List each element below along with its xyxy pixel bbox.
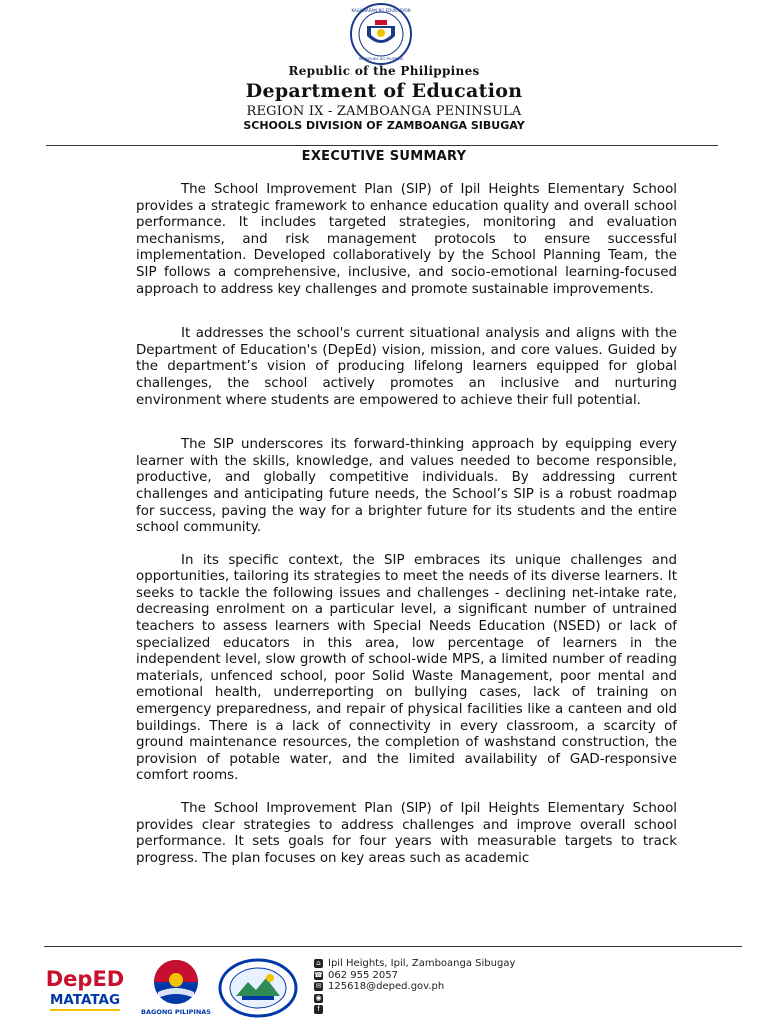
phone-icon: ☎ bbox=[314, 970, 323, 979]
header-department: Department of Education bbox=[245, 80, 523, 102]
school-seal-logo bbox=[218, 958, 298, 1018]
header-divider bbox=[46, 145, 718, 146]
document-title: EXECUTIVE SUMMARY bbox=[301, 149, 467, 164]
facebook-row bbox=[314, 1004, 574, 1016]
bagong-pilipinas-text: BAGONG PILIPINAS bbox=[141, 1008, 211, 1016]
footer-contact bbox=[314, 958, 574, 1016]
header-region: REGION IX - ZAMBOANGA PENINSULA bbox=[246, 104, 522, 119]
phone-text: 062 955 2057 bbox=[328, 969, 398, 981]
paragraph-4: In its specific context, the SIP embraces its unique challenges and opportunities, tailoring its strategies to meet the needs of its diverse learners. It seeks to tackle the following issues and challenges - declining net-intake rate, decreasing enrolment on a particular level, a significant number of untrained teachers to assess learners with Special Needs Education (NSED) or lack of specialized educators in this area, low percentage of learners in the independent level, slow growth of school-wide MPS, a limited number of reading materials, unfenced school, poor Solid Waste Management, poor mental and emotional health, underreporting on bullying cases, lack of training on emergency preparedness, and repair of physical facilities like a canteen and old buildings. There is a lack of connectivity in every classroom, a scarcity of ground maintenance resources, the completion of washstand construction, the provision of potable water, and the limited availability of GAD-responsive comfort rooms. bbox=[136, 552, 677, 784]
email-text: 125618@deped.gov.ph bbox=[328, 981, 445, 992]
document-body bbox=[136, 182, 677, 867]
bagong-pilipinas-logo bbox=[138, 958, 214, 1018]
deped-seal-logo bbox=[342, 2, 420, 66]
paragraph-1: The School Improvement Plan (SIP) of Ipil Heights Elementary School provides a strategic framework to enhance education quality and overall school performance. It includes targeted strategies, monitoring and evaluation mechanisms, and risk management protocols to ensure successful implementation. Developed collaboratively by the School Planning Team, the SIP follows a comprehensive, inclusive, and socio-emotional learning-focused approach to address key challenges and promote sustainable improvements. bbox=[136, 182, 677, 297]
deped-logo-text: DepED bbox=[45, 967, 125, 991]
phone-row bbox=[314, 970, 574, 982]
email-row bbox=[314, 981, 574, 993]
svg-text:KAGAWARAN NG EDUKASYON: KAGAWARAN NG EDUKASYON bbox=[351, 8, 411, 13]
header-division: SCHOOLS DIVISION OF ZAMBOANGA SIBUGAY bbox=[243, 119, 525, 132]
svg-text:REPUBLIKA NG PILIPINAS: REPUBLIKA NG PILIPINAS bbox=[358, 57, 404, 61]
header-republic: Republic of the Philippines bbox=[288, 64, 480, 78]
paragraph-5: The School Improvement Plan (SIP) of Ipil Heights Elementary School provides clear strategies to address challenges and improve overall school performance. It sets goals for four years with measurable targets to track progress. The plan focuses on key areas such as academic bbox=[136, 801, 677, 866]
globe-icon: ◉ bbox=[315, 993, 322, 1002]
address-row bbox=[314, 958, 574, 970]
matatag-text: MATATAG bbox=[49, 992, 121, 1008]
location-pin-icon: ⌂ bbox=[314, 959, 323, 968]
web-row bbox=[314, 993, 574, 1005]
paragraph-2: It addresses the school's current situational analysis and aligns with the Department of Education's (DepEd) vision, mission, and core values. Guided by the department’s vision of producing lifelong learners equipped for global challenges, the school actively promotes an inclusive and nurturing environment where students are empowered to achieve their full potential. bbox=[136, 326, 677, 408]
address-text: Ipil Heights, Ipil, Zamboanga Sibugay bbox=[328, 958, 516, 969]
email-icon: ✉ bbox=[315, 982, 322, 991]
facebook-icon: f bbox=[314, 1005, 323, 1014]
paragraph-3: The SIP underscores its forward-thinking approach by equipping every learner with the skills, knowledge, and values needed to become responsible, productive, and globally competitive individuals. By addressing current challenges and anticipating future needs, the School’s SIP is a robust roadmap for success, paving the way for a brighter future for its students and the entire school community. bbox=[136, 437, 677, 536]
deped-matatag-logo bbox=[44, 960, 126, 1016]
footer-divider bbox=[44, 946, 742, 947]
